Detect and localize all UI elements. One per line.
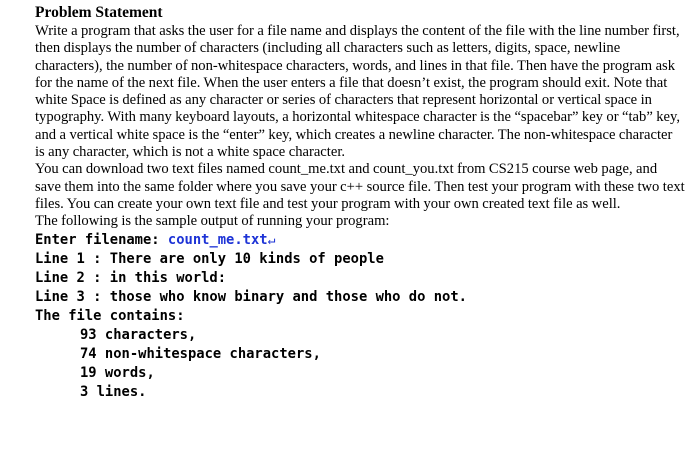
stat-non-whitespace: 74 non-whitespace characters, bbox=[80, 345, 321, 362]
sample-output-intro: The following is the sample output of running your program: bbox=[35, 213, 390, 230]
stat-lines: 3 lines. bbox=[80, 383, 147, 400]
enter-key-icon: ↵ bbox=[267, 232, 276, 248]
output-line-2: Line 2 : in this world: bbox=[35, 269, 227, 286]
download-instructions: You can download two text files named count_me.txt and count_you.txt from CS215 course web page, and save them into the same folder where you save your c++ source file. Then test your program with these two text files. You can create your own text file and test your program with your own created text file as well. bbox=[35, 161, 685, 212]
output-line-1: Line 1 : There are only 10 kinds of people bbox=[35, 250, 384, 267]
filename-prompt: Enter filename: bbox=[35, 231, 168, 248]
section-title: Problem Statement bbox=[35, 4, 163, 21]
filename-prompt-line bbox=[35, 231, 685, 250]
sample-output-block bbox=[35, 231, 685, 402]
file-contains-header: The file contains: bbox=[35, 307, 185, 324]
stat-words: 19 words, bbox=[80, 364, 155, 381]
output-line-3: Line 3 : those who know binary and those who do not. bbox=[35, 288, 467, 305]
stat-characters: 93 characters, bbox=[80, 326, 197, 343]
document-page bbox=[35, 3, 685, 402]
filename-user-input: count_me.txt bbox=[167, 231, 268, 248]
problem-description: Write a program that asks the user for a file name and displays the content of the file with the line number first, then displays the number of characters (including all characters such as letters, digits, space, newline characters), the number of non-whitespace characters, words, and lines in that file. Then have the program ask for the name of the next file. When the user enters a file that doesn’t exist, the program should exit. Note that white Space is defined as any character or series of characters that represent horizontal or vertical space in typography. With many keyboard layouts, a horizontal whitespace character is the “spacebar” key or “tab” key, and a vertical white space is the “enter” key, which creates a newline character. The non-whitespace character is any character, which is not a white space character. bbox=[35, 23, 681, 161]
